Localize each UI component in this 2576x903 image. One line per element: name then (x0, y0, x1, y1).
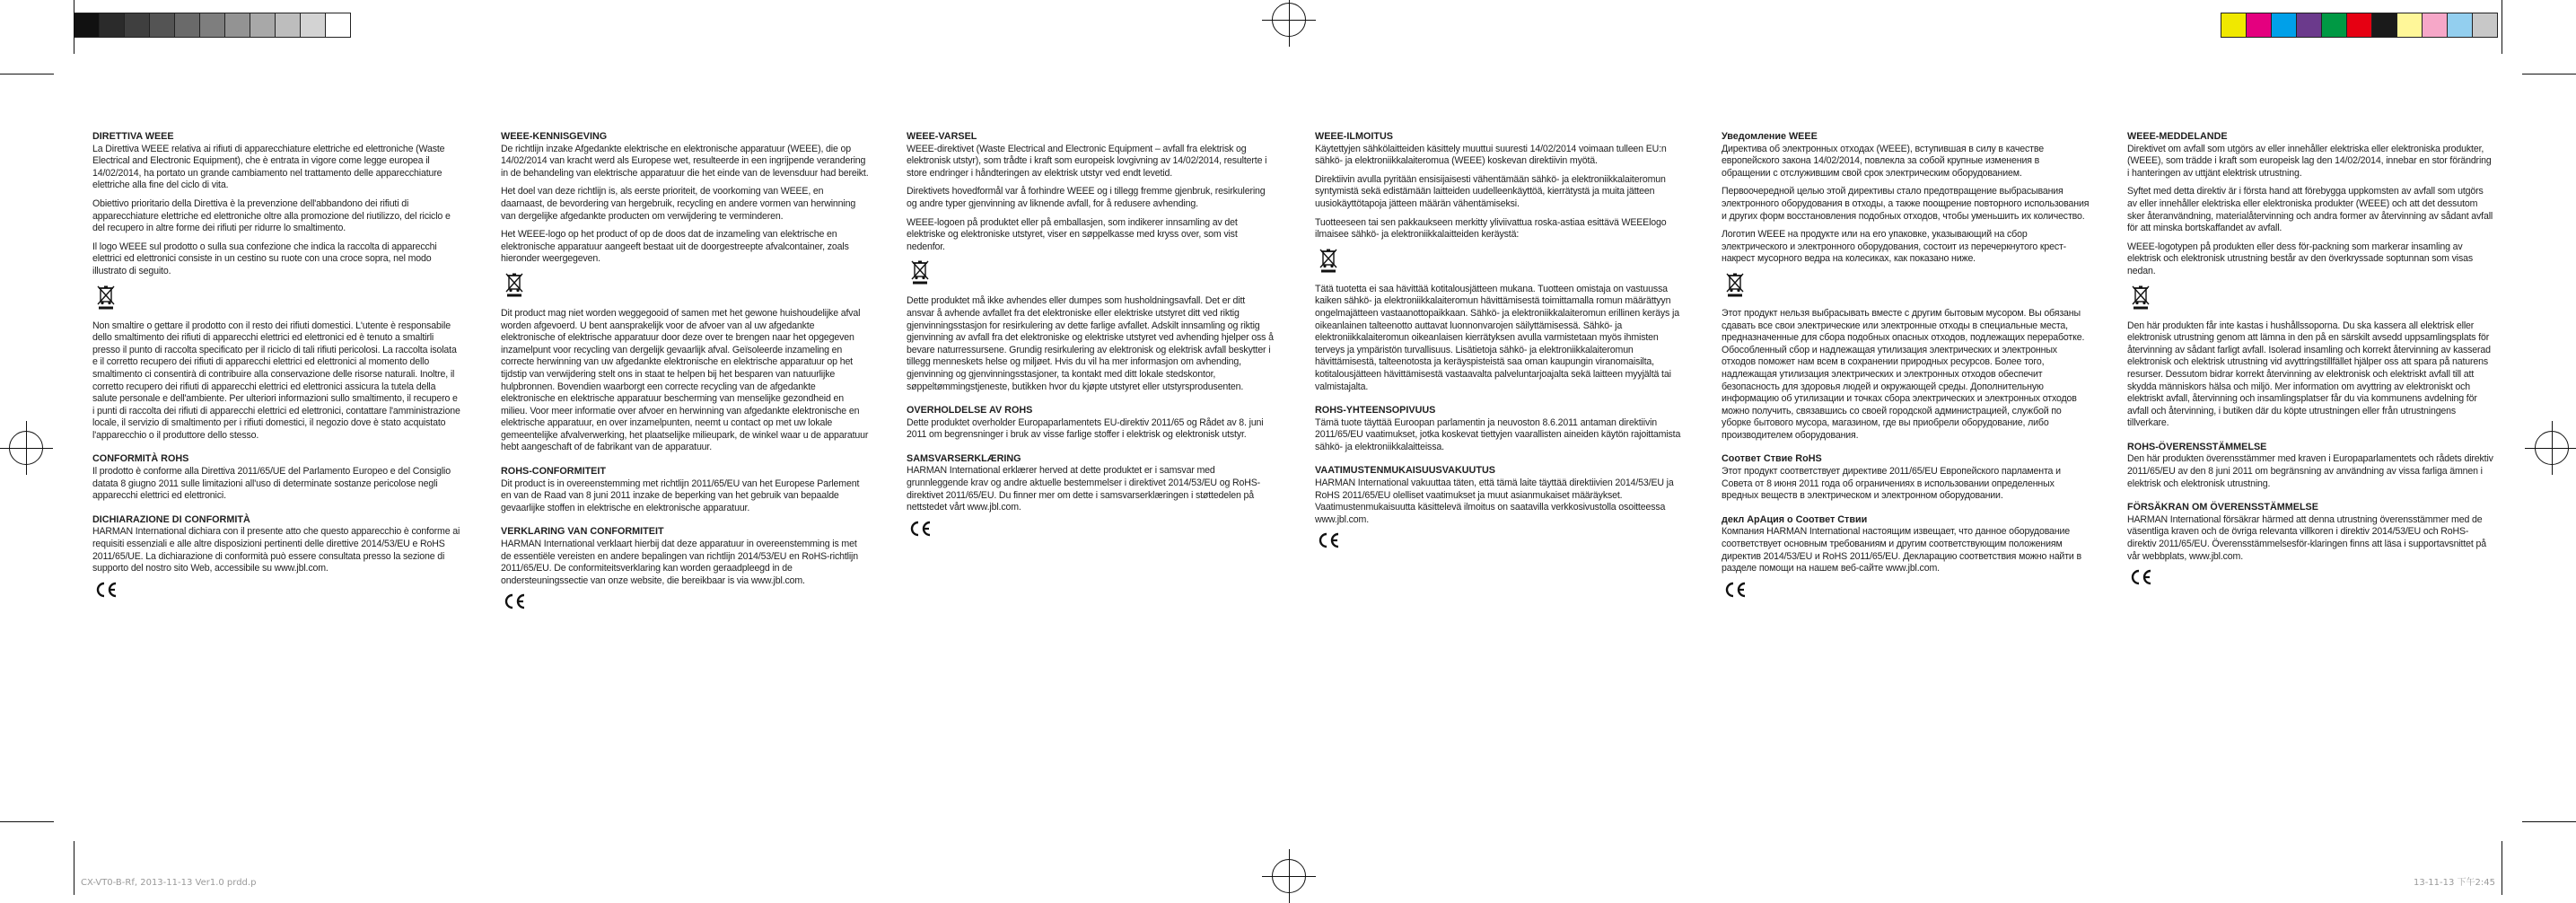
gray-swatch (175, 13, 200, 37)
section-heading: VAATIMUSTENMUKAISUUSVAKUUTUS (1315, 465, 1495, 477)
registration-mark-top (1272, 3, 1306, 37)
paragraph: HARMAN International försäkrar härmed att denna utrustning överensstämmer med de väsentliga kraven och de övriga relevanta villkoren i direktiv 2014/53/EU och RoHS-direktiv 2011/65/EU. Överensstämmelsesför-klaringen finns att läsa i supportavsnittet på vår webbplats, www.jbl.com. (2127, 513, 2486, 562)
section (907, 453, 1275, 537)
paragraph: Direktiivin avulla pyritään ensisijaisesti vähentämään sähkö- ja elektroniikkalaiteromun syntymistä sekä edistämään laitteiden uudelleenkäyttöä, kierrätystä ja muita jätteen uusiokäyttötapoja jätteen määrän vähentämiseksi. (1315, 173, 1666, 209)
column-norwegian (907, 131, 1275, 548)
crossed-out-bin-icon (1725, 272, 1745, 297)
paragraph: Syftet med detta direktiv är i första hand att förebygga uppkomsten av avfall som utgörs av eller innehåller elektriska eller elektroniska produkter (WEEE) och att det dessutom sker återanvändning, materialåtervinning och andra former av återvinning av sådant avfall för att minska bortskaffandet av avfall. (2127, 186, 2493, 234)
section-heading: WEEE-VARSEL (907, 131, 977, 142)
paragraph: Het WEEE-logo op het product of op de doos dat de inzameling van elektrische en elektronische apparatuur aangeeft bestaat uit de doorgestreepte afvalcontainer, zoals hieronder weergegeven. (501, 229, 849, 265)
section-heading: декл АрАция о Соответ Ствии (1722, 513, 1868, 525)
paragraph: La Direttiva WEEE relativa ai rifiuti di apparecchiature elettriche ed elettroniche (Waste Electrical and Electronic Equipment), che è entrata in vigore come legge europea il 14/02/2014, ha portato un grande cambiamento nel trattamento delle apparecchiature elettriche alla fine del ciclo di vita. (92, 143, 445, 191)
section-heading: CONFORMITÀ ROHS (92, 453, 189, 465)
paragraph: HARMAN International vakuuttaa täten, että tämä laite täyttää direktiivien 2014/53/EU ja RoHS 2011/65/EU olelliset vaatimukset ja muut asianmukaiset määräykset. Vaatimustenmukaisuutta käsittelevä ilmoitus on saatavilla verkkosivustolla osoitteessa www.jbl.com. (1315, 478, 1674, 525)
paragraph: WEEE-direktivet (Waste Electrical and Electronic Equipment – avfall fra elektrisk og elektronisk utstyr), som trådte i kraft som europeisk lovgivning av 14/02/2014, resulterte i store endringer i håndteringen av elektrisk utstyr ved endt levetid. (907, 143, 1267, 179)
crop-mark (2522, 74, 2576, 75)
paragraph: HARMAN International verklaart hierbij dat deze apparatuur in overeenstemming is met de essentiële vereisten en andere bepalingen van richtlijn 2014/53/EU en RoHS-richtlijn 2011/65/EU. De conformiteitsverklaring kan worden geraadpleegd in de ondersteuningssectie van onze website, die bereikbaar is via www.jbl.com. (501, 539, 859, 586)
gray-swatch (250, 13, 276, 37)
color-swatch (2322, 13, 2347, 37)
gray-swatch (225, 13, 250, 37)
section-heading: ROHS-ÖVERENSSTÄMMELSE (2127, 441, 2267, 452)
crossed-out-bin-icon (2131, 285, 2151, 310)
section (1722, 131, 2090, 442)
section-heading: ROHS-CONFORMITEIT (501, 466, 606, 478)
paragraph: Директива об электронных отходах (WEEE), вступившая в силу в качестве европейского закона 14/02/2014, повлекла за собой крупные изменения в обращении с отслужившим свой срок электрическим оборудованием. (1722, 143, 2044, 179)
section-heading: WEEE-ILMOITUS (1315, 131, 1393, 142)
section-heading: SAMSVARSERKLÆRING (907, 452, 1021, 464)
paragraph: Obiettivo prioritario della Direttiva è la prevenzione dell'abbandono dei rifiuti di apparecchiature elettriche ed elettroniche oltre alla promozione del riutilizzo, del riciclo e del recupero in altre forme dei rifiuti per ridurre lo smaltimento. (92, 197, 451, 234)
registration-mark-right (2535, 431, 2569, 465)
color-swatch (2397, 13, 2423, 37)
section (501, 526, 869, 609)
footer-timestamp: 13-11-13 下午2:45 (2413, 878, 2495, 888)
section (907, 405, 1275, 442)
crossed-out-bin-icon (96, 285, 116, 310)
section (92, 131, 460, 442)
section (907, 131, 1275, 393)
section (2127, 131, 2495, 430)
ce-mark-icon (2129, 569, 2152, 585)
color-swatch (2347, 13, 2372, 37)
paragraph: Tämä tuote täyttää Euroopan parlamentin ja neuvoston 8.6.2011 antaman direktiivin 2011/65/EU vaatimukset, jotka koskevat tiettyjen vaarallisten aineiden käytön rajoittamista sähkö- ja elektroniikkalaitteissa. (1315, 416, 1681, 452)
gray-swatch (74, 13, 100, 37)
paragraph: Non smaltire o gettare il prodotto con il resto dei rifiuti domestici. L'utente è responsabile dello smaltimento dei rifiuti di apparecchi elettrici ed elettronici ed è tenuto a smaltirli presso il punto di raccolta specificato per il riciclo di tali rifiuti pericolosi. La raccolta isolata e il corretto recupero dei rifiuti di apparecchi elettrici ed elettronici al momento dello smaltimento ci consentirà di contribuire alla conservazione delle risorse naturali. Inoltre, il corretto recupero dei rifiuti di apparecchi elettrici ed elettronici assicura la tutela della salute personale e dell'ambiente. Per ulteriori informazioni sullo smaltimento, il recupero e i punti di raccolta dei rifiuti di apparecchi elettrici ed elettronici, contattare l'amministrazione locale, il servizio di smaltimento per i rifiuti domestici, il negozio dove è stato acquistato l'apparecchio o il produttore dello stesso. (92, 320, 460, 441)
ce-mark-icon (1723, 582, 1747, 598)
section-heading: WEEE-KENNISGEVING (501, 131, 608, 142)
paragraph: Dit product mag niet worden weggegooid of samen met het gewone huishoudelijke afval worden afgevoerd. U bent aansprakelijk voor de afvoer van al uw afgedankte elektronische of elektrische apparatuur door deze over te brengen naar het opgegeven inzamelpunt voor recycling van dergelijk gevaarlijk afval. Geïsoleerde inzameling en correcte herwinning van uw afgedankte elektronische en elektrische apparatuur op het tijdstip van verwijdering stelt ons in staat te helpen bij het besparen van natuurlijke hulpbronnen. Bovendien waarborgt een correcte recycling van de afgedankte elektronische en elektrische apparatuur bescherming van menselijke gezondheid en milieu. Voor meer informatie over afvoer en herwinning van afgedankte elektronische en elektrische apparatuur, en over inzamelpunten, neemt u contact op met uw lokale gemeentelijke afvalverwerking, het plaatselijke milieupark, de winkel waar u de apparatuur hebt aangeschaft of de fabrikant van de apparatuur. (501, 307, 869, 453)
section (1722, 514, 2090, 598)
section (1315, 131, 1683, 393)
ce-mark-icon (94, 582, 118, 598)
color-swatch (2372, 13, 2397, 37)
paragraph: De richtlijn inzake Afgedankte elektrische en elektronische apparatuur (WEEE), die op 14/02/2014 van kracht werd als Europese wet, resulteerde in een ingrijpende verandering in de behandeling van elektrische apparatuur die het einde van de levensduur had bereikt. (501, 143, 869, 179)
color-swatch (2473, 13, 2497, 37)
gray-swatch (125, 13, 150, 37)
paragraph: Direktivet om avfall som utgörs av eller innehåller elektriska eller elektroniska produkter, (WEEE), som trädde i kraft som europeisk lag den 14/02/2014, innebar en stor förändring i hanteringen av uttjänt elektrisk utrustning. (2127, 143, 2492, 179)
paragraph: Il logo WEEE sul prodotto o sulla sua confezione che indica la raccolta di apparecchi elettrici ed elettronici consiste in un cestino su ruote con una croce sopra, nel modo illustrato di seguito. (92, 241, 437, 276)
section-heading: ROHS-YHTEENSOPIVUUS (1315, 405, 1436, 416)
gray-swatch (100, 13, 125, 37)
section-heading: FÖRSÄKRAN OM ÖVERENSSTÄMMELSE (2127, 502, 2318, 513)
color-swatch (2423, 13, 2448, 37)
section (501, 131, 869, 454)
gray-swatch (276, 13, 301, 37)
paragraph: Den här produkten får inte kastas i hushållssoporna. Du ska kassera all elektrisk eller elektronisk utrustning genom att lämna in den på en särskilt avsedd uppsamlingsplats för återvinning av sådant farligt avfall. Isolerad insamling och korrekt återvinning av kasserad elektronisk och elektrisk utrustning vid avyttringstillfället hjälper oss att spara på naturens resurser. Dessutom bidrar korrekt återvinning av elektronisk och elektriskt avfall till att skydda människors hälsa och miljö. Mer information om avyttring av elektroniskt och elektriskt avfall, återvinning och insamlingsplatser får du via kommunens avdelning för avfall och återvinning, i butiken där du köpte utrustningen eller från utrustningens tillverkare. (2127, 320, 2491, 429)
section (1315, 405, 1683, 453)
gray-swatch (200, 13, 225, 37)
paragraph: Логотип WEEE на продукте или на его упаковке, указывающий на сбор электрического и электронного оборудования, состоит из перечеркнутого крест-накрест мусорного ведра на колесиках, как показано ниже. (1722, 229, 2067, 265)
crop-mark (0, 74, 54, 75)
grayscale-calibration-bar (74, 13, 351, 38)
column-russian (1722, 131, 2090, 609)
paragraph: Первоочередной целью этой директивы стало предотвращение выбрасывания электронного оборудования в отходы, а также поощрение повторного использования и других форм восстановления подобных отходов, чтобы уменьшить их количество. (1722, 186, 2090, 222)
paragraph: WEEE-logoen på produktet eller på emballasjen, som indikerer innsamling av det elektriske og elektroniske utstyret, viser en søppelkasse med kryss over, som vist nedenfor. (907, 216, 1238, 252)
paragraph: Dette produktet må ikke avhendes eller dumpes som husholdningsavfall. Det er ditt ansvar å avhende avfallet fra det elektroniske eller elektriske utstyret ditt ved riktig gjenvinningsstasjon for resirkulering av dette farlige avfallet. Adskilt innsamling og riktig gjenvinning av avfall fra det elektroniske og elektriske utstyret ved avhending hjelper oss å bevare naturressursene. Grundig resirkulering av elektronisk og elektrisk avfall beskytter i tillegg menneskets helse og miljøet. Hvis du vil ha mer informasjon om avhending, gjenvinning og gjenvinningsstasjoner, ta kontakt med ditt lokale stedskontor, søppeltømmingstjeneste, butikken hvor du kjøpte utstyret eller utstyrsprodusenten. (907, 295, 1274, 392)
column-dutch (501, 131, 869, 621)
footer-file-info: CX-VT0-B-Rf, 2013-11-13 Ver1.0 prdd.p (81, 878, 257, 888)
section (92, 453, 460, 502)
section (1722, 453, 2090, 502)
section-heading: DIRETTIVA WEEE (92, 131, 174, 142)
gray-swatch (301, 13, 326, 37)
section-heading: VERKLARING VAN CONFORMITEIT (501, 526, 664, 538)
color-swatch (2297, 13, 2322, 37)
paragraph: Tuotteeseen tai sen pakkaukseen merkitty yliviivattua roska-astiaa esittävä WEEElogo ilmaisee sähkö- ja elektroniikkalaitteiden keräystä: (1315, 216, 1667, 241)
section (92, 514, 460, 598)
paragraph: Het doel van deze richtlijn is, als eerste prioriteit, de voorkoming van WEEE, en daarnaast, de bevordering van hergebruik, recycling en andere vormen van herwinning van dergelijke afgedankte producten om verwijdering te verminderen. (501, 186, 856, 222)
paragraph: Il prodotto è conforme alla Direttiva 2011/65/UE del Parlamento Europeo e del Consiglio datata 8 giugno 2011 sulle limitazioni all'uso di determinate sostanze pericolose negli apparecchi elettrici ed elettronici. (92, 466, 451, 502)
registration-mark-bottom (1272, 859, 1306, 893)
crop-mark (0, 821, 54, 822)
paragraph: Dit product is in overeenstemming met richtlijn 2011/65/EU van het Europese Parlement en van de Raad van 8 juni 2011 inzake de beperking van het gebruik van bepaalde gevaarlijke stoffen in elektrische en elektronische apparatuur. (501, 478, 860, 513)
registration-mark-left (9, 431, 43, 465)
section-heading: Уведомление WEEE (1722, 131, 1818, 142)
paragraph: HARMAN International dichiara con il presente atto che questo apparecchio è conforme ai requisiti essenziali e alle altre disposizioni pertinenti delle direttive 2014/53/EU e RoHS 2011/65/UE. La dichiarazione di conformità può essere consultata presso la sezione di supporto del nostro sito Web, accessibile su www.jbl.com. (92, 526, 460, 574)
section-heading: WEEE-MEDDELANDE (2127, 131, 2228, 142)
section (2127, 442, 2495, 490)
gray-swatch (326, 13, 350, 37)
paragraph: Tätä tuotetta ei saa hävittää kotitalousjätteen mukana. Tuotteen omistaja on vastuussa kaiken sähkö- ja elektroniikkalaiteromun hävittämisestä toimittamalla romun määrättyyn ongelmajätteen vastaanottopaikkaan. Sähkö- ja elektroniikkalaiteromun erillinen keräys ja oikeanlainen talteenotto auttavat luonnonvarojen säilyttämisessä. Sähkö- ja elektroniikkalaiteromun oikeanlaisen kierrätyksen avulla varmistetaan myös ihmisten terveys ja ympäristön turvallisuus. Lisätietoja sähkö- ja elektroniikkalaiteromun hävittämisestä, talteenotosta ja keräyspisteistä saa oman kaupungin viranomaisilta, kotitalousjätteen hävittämisestä vastaavalta palveluntarjoajalta sekä laitteen myyjältä tai valmistajalta. (1315, 283, 1679, 392)
paragraph: HARMAN International erklærer herved at dette produktet er i samsvar med grunnleggende krav og andre aktuelle bestemmelser i direktivet 2014/53/EU og RoHS-direktivet 2011/65/EU. Du finner mer om dette i samsvarserklæringen i støttedelen på nettstedet vårt www.jbl.com. (907, 465, 1261, 513)
crop-mark (2522, 821, 2576, 822)
crossed-out-bin-icon (1319, 248, 1338, 273)
paragraph: Этот продукт нельзя выбрасывать вместе с другим бытовым мусором. Вы обязаны сдавать все свои электрические или электронные отходы в специальные места, предназначенные для сбора подобных опасных отходов, подлежащих переработке. Обособленный сбор и надлежащая утилизация электрических и электронных отходов поможет нам всем в сохранении природных ресурсов. Более того, надлежащая утилизация электрических и электронных отходов обеспечит безопасность для здоровья людей и окружающей среды. Дополнительную информацию об утилизации и точках сбора электрических и электронных отходов можно получить, связавшись со своей городской администрацией, службой по уборке бытового мусора, магазином, где вы приобрели оборудование, либо производителем оборудования. (1722, 307, 2085, 441)
paragraph: Käytettyjen sähkölaitteiden käsittely muuttui suuresti 14/02/2014 voimaan tulleen EU:n sähkö- ja elektroniikkalaiteromua (WEEE) koskevan direktiivin myötä. (1315, 143, 1667, 167)
paragraph: Компания HARMAN International настоящим извещает, что данное оборудование соответствует основным требованиям и другим соответствующим положениям директив 2014/53/EU и RoHS 2011/65/EU. Декларацию соответствия можно найти в разделе помощи на нашем веб-сайте www.jbl.com. (1722, 526, 2081, 574)
paragraph: WEEE-logotypen på produkten eller dess för-packning som markerar insamling av elektrisk och elektronisk utrustning består av den överkryssade soptunnan som visas nedan. (2127, 241, 2474, 276)
section-heading: OVERHOLDELSE AV ROHS (907, 405, 1033, 416)
color-swatch (2221, 13, 2247, 37)
section (501, 466, 869, 514)
section (2127, 502, 2495, 585)
section-heading: Соотвeт Ствие RoHS (1722, 453, 1822, 465)
color-swatch (2448, 13, 2473, 37)
color-calibration-bar (2221, 13, 2498, 38)
paragraph: Этот продукт соответствует директиве 2011/65/EU Европейского парламента и Совета от 8 июня 2011 года об ограничениях в использовании определенных вредных веществ в электрическом и электронном оборудовании. (1722, 466, 2061, 502)
ce-mark-icon (503, 593, 526, 609)
gray-swatch (150, 13, 175, 37)
column-finnish (1315, 131, 1683, 560)
paragraph: Dette produktet overholder Europaparlamentets EU-direktiv 2011/65 og Rådet av 8. juni 2011 om begrensninger i bruk av visse farlige stoffer i elektrisk og elektronisk utstyr. (907, 416, 1264, 441)
paragraph: Direktivets hovedformål var å forhindre WEEE og i tillegg fremme gjenbruk, resirkulering og andre typer gjenvinning av liknende avfall, for å redusere avhending. (907, 186, 1266, 209)
section-heading: DICHIARAZIONE DI CONFORMITÀ (92, 513, 250, 525)
paragraph: Den här produkten överensstämmer med kraven i Europaparlamentets och rådets direktiv 2011/65/EU av den 8 juni 2011 om begränsning av användning av vissa farliga ämnen i elektrisk och elektronisk utrustning. (2127, 453, 2493, 489)
ce-mark-icon (1317, 532, 1340, 548)
column-italian (92, 131, 460, 609)
color-swatch (2272, 13, 2297, 37)
crossed-out-bin-icon (910, 259, 930, 285)
section (1315, 465, 1683, 548)
column-swedish (2127, 131, 2495, 597)
color-swatch (2247, 13, 2272, 37)
ce-mark-icon (908, 521, 932, 537)
crossed-out-bin-icon (504, 272, 524, 297)
